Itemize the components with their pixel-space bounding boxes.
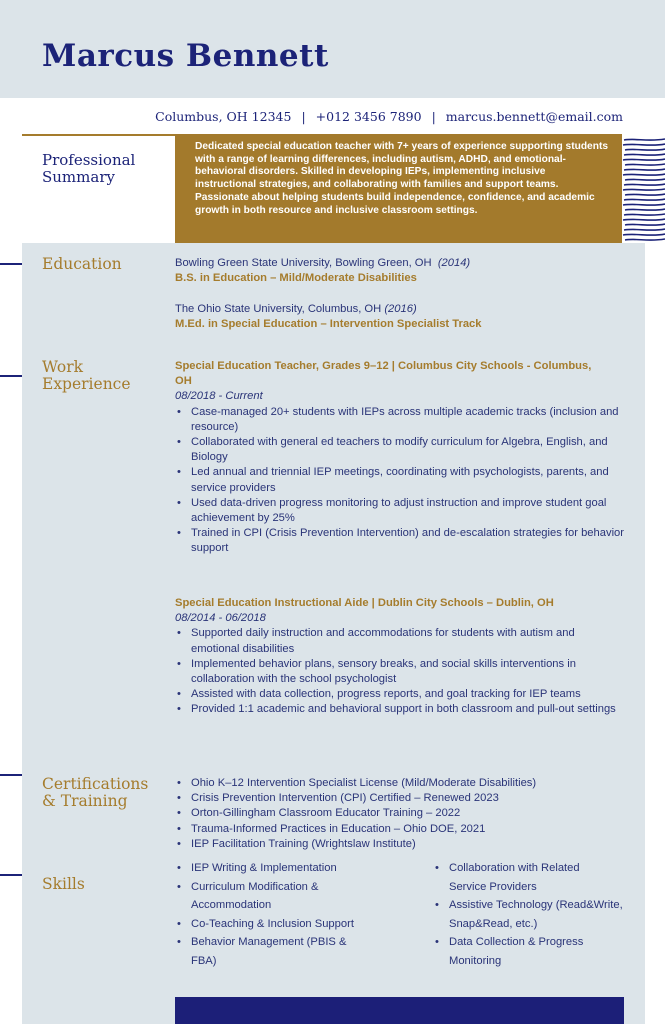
skills-right-column (433, 859, 633, 971)
certifications-list (175, 776, 625, 852)
certifications-heading (42, 776, 148, 810)
skills-heading: Skills (42, 875, 85, 893)
job-dates: 08/2014 - 06/2018 (175, 612, 266, 625)
contact-line (155, 109, 623, 124)
list-item: • Orton-Gillingham Classroom Educator Training – 2022 (175, 806, 625, 821)
list-item: • Trauma-Informed Practices in Education – Ohio DOE, 2021 (175, 822, 625, 837)
job-title: Special Education Instructional Aide | Dublin City Schools – Dublin, OH (175, 597, 554, 609)
list-item: • IEP Facilitation Training (Wrightslaw Institute) (175, 837, 625, 852)
list-item: • Co-Teaching & Inclusion Support (175, 915, 375, 934)
list-item: • Used data-driven progress monitoring to adjust instruction and improve student goal achievement by 25% (175, 496, 625, 526)
contact-separator: | (301, 109, 306, 124)
list-item: • Assisted with data collection, progress reports, and goal tracking for IEP teams (175, 687, 625, 702)
contact-separator: | (431, 109, 436, 124)
section-tick (0, 874, 22, 876)
contact-location: Columbus, OH 12345 (155, 109, 292, 124)
summary-heading (42, 152, 167, 186)
work-heading-line2: Experience (42, 375, 131, 393)
list-item: • Case-managed 20+ students with IEPs across multiple academic tracks (inclusion and resource) (175, 405, 625, 435)
education-year: (2016) (384, 303, 417, 315)
job-entry (175, 596, 625, 718)
list-item: • Provided 1:1 academic and behavioral support in both classroom and pull-out settings (175, 702, 625, 717)
job-title: Special Education Teacher, Grades 9–12 | Columbus City Schools - Columbus, OH (175, 360, 592, 388)
job-bullets (175, 405, 625, 557)
list-item: • Behavior Management (PBIS & FBA) (175, 933, 375, 970)
list-item: • Assistive Technology (Read&Write, Snap&Read, etc.) (433, 896, 634, 933)
list-item: • Crisis Prevention Intervention (CPI) Certified – Renewed 2023 (175, 791, 625, 806)
work-heading-line1: Work (42, 358, 84, 376)
education-school: Bowling Green State University, Bowling Green, OH (175, 257, 432, 269)
summary-text: Dedicated special education teacher with 7+ years of experience supporting students with a range of learning differences, including autism, ADHD, and emotional-behavioral disorders. Skilled in developing IEPs, implementing inclusive instructional strategies, and collaborating with families and support teams. Passionate about helping students build independence, confidence, and academic growth in both resource and inclusive classroom settings. (195, 141, 609, 216)
education-year: (2014) (437, 257, 471, 269)
list-item: • Ohio K–12 Intervention Specialist License (Mild/Moderate Disabilities) (175, 776, 625, 791)
section-tick (0, 263, 22, 265)
education-entry (175, 256, 625, 286)
summary-divider (22, 134, 175, 136)
skills-right-list (433, 859, 633, 971)
resume-name: Marcus Bennett (42, 38, 329, 74)
list-item: • Implemented behavior plans, sensory breaks, and social skills interventions in collaboration with the school psychologist (175, 657, 625, 687)
list-item: • Collaboration with Related Service Providers (433, 859, 619, 896)
education-degree: B.S. in Education – Mild/Moderate Disabilities (175, 272, 417, 285)
section-tick (0, 774, 22, 776)
education-school: The Ohio State University, Columbus, OH (175, 303, 382, 315)
certifications-heading-line1: Certifications (42, 775, 149, 793)
summary-box (175, 134, 622, 243)
education-degree: M.Ed. in Special Education – Intervention Specialist Track (175, 318, 482, 331)
list-item: • Collaborated with general ed teachers to modify curriculum for Algebra, English, and Biology (175, 435, 625, 465)
list-item: • Curriculum Modification & Accommodation (175, 878, 375, 915)
education-school-line (175, 256, 625, 271)
footer-bar (175, 997, 624, 1024)
contact-phone: +012 3456 7890 (315, 109, 422, 124)
scribble-decoration (622, 136, 665, 243)
education-school-line (175, 302, 625, 317)
contact-email: marcus.bennett@email.com (445, 109, 623, 124)
work-heading (42, 359, 131, 393)
education-entry (175, 302, 625, 332)
list-item: • Trained in CPI (Crisis Prevention Intervention) and de-escalation strategies for behavior support (175, 526, 625, 556)
job-bullets (175, 626, 625, 717)
job-dates: 08/2018 - Current (175, 390, 263, 403)
list-item: • IEP Writing & Implementation (175, 859, 375, 878)
summary-heading-line1: Professional (42, 151, 136, 169)
certifications-bullets (175, 776, 625, 852)
skills-left-list (175, 859, 375, 971)
certifications-heading-line2: & Training (42, 792, 128, 810)
list-item: • Supported daily instruction and accommodations for students with autism and emotional disabilities (175, 626, 625, 656)
summary-heading-line2: Summary (42, 168, 115, 186)
education-heading: Education (42, 255, 122, 273)
list-item: • Led annual and triennial IEP meetings, coordinating with psychologists, parents, and service providers (175, 465, 625, 495)
list-item: • Data Collection & Progress Monitoring (433, 933, 619, 970)
job-entry (175, 359, 625, 557)
section-tick (0, 375, 22, 377)
skills-left-column (175, 859, 375, 971)
